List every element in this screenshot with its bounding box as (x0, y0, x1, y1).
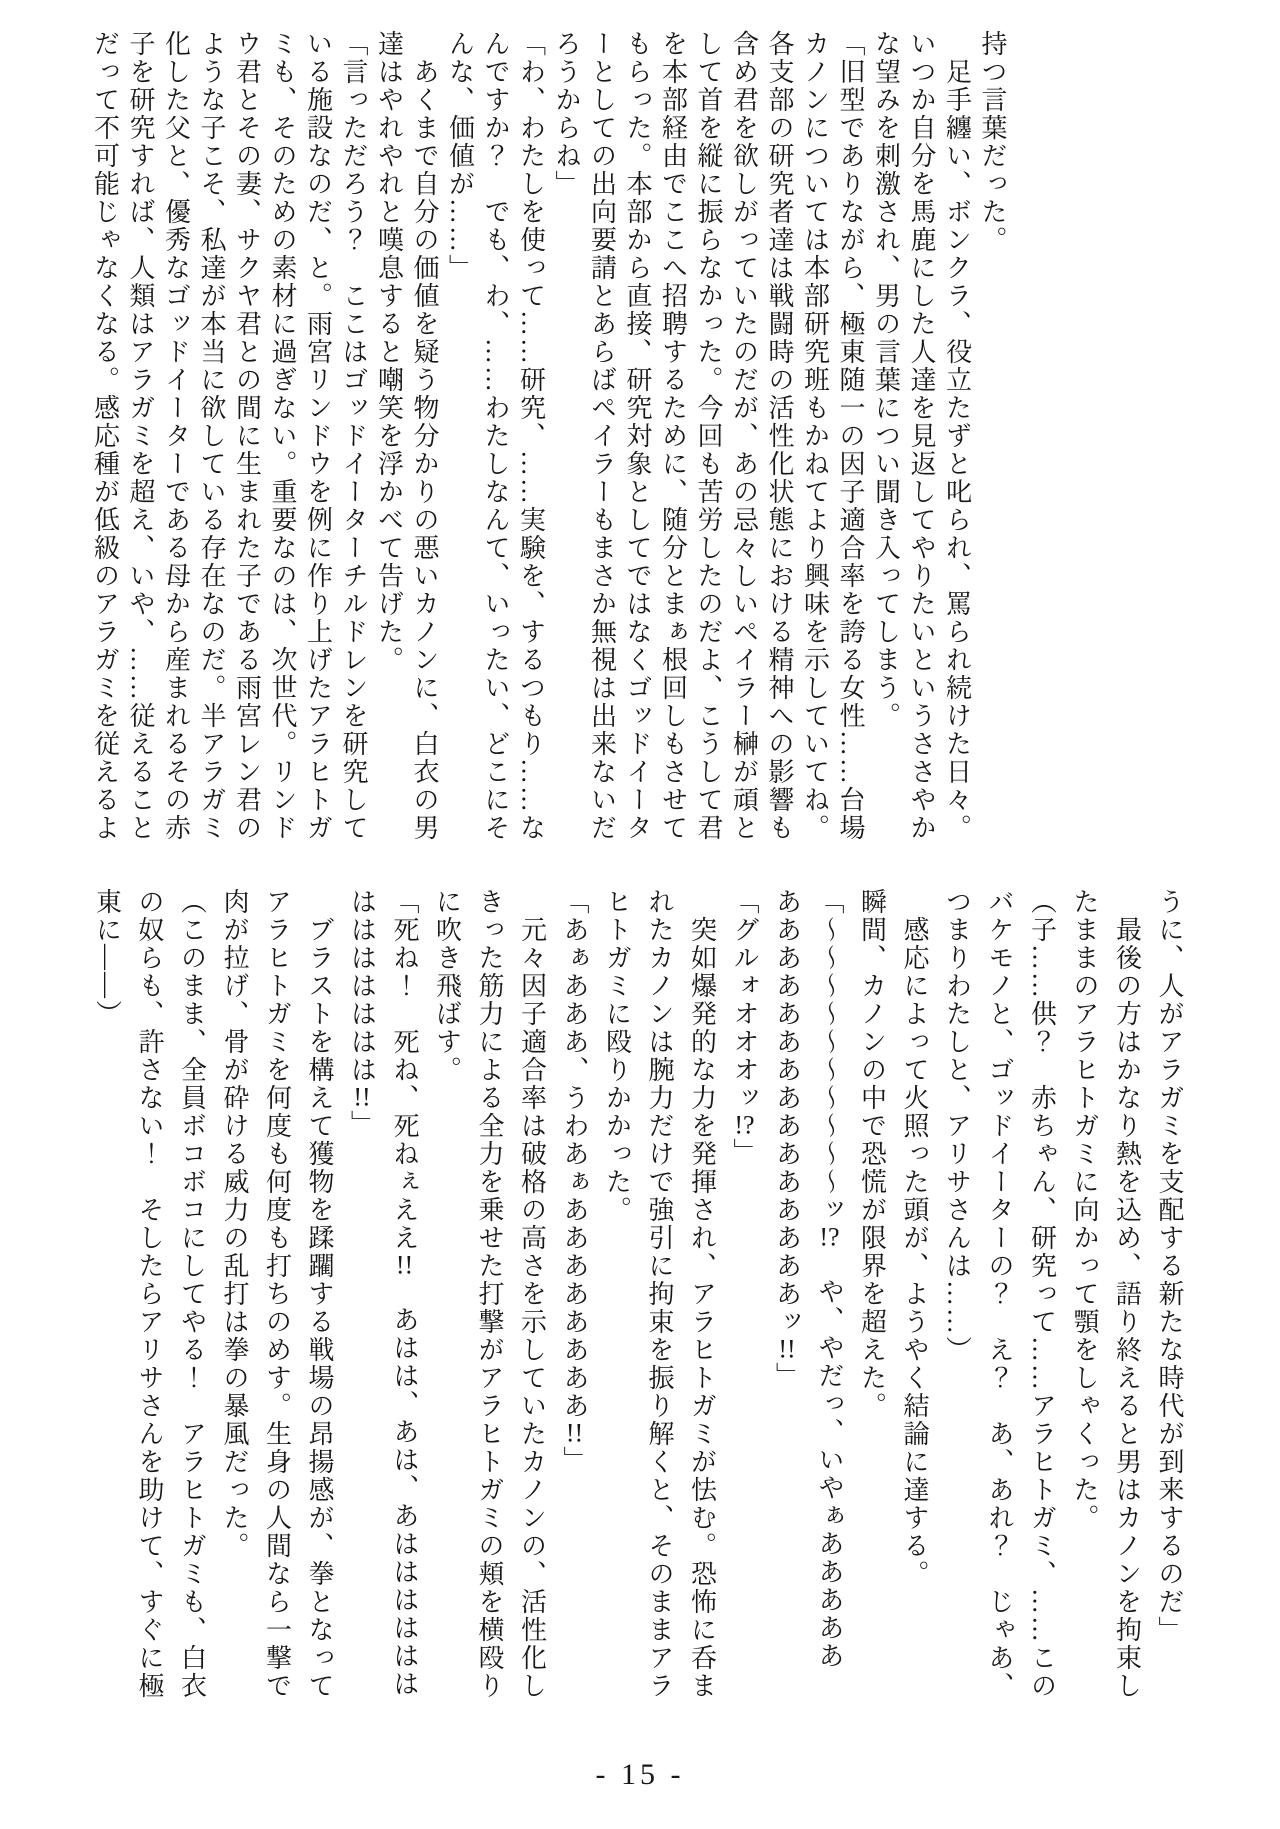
text-line: バケモノと、ゴッドイーターの？ え？ あ、あれ？ じゃあ、 (985, 888, 1014, 1700)
text-line: もらった。本部から直接、研究対象としてではなくゴッドイータ (623, 30, 652, 842)
text-line: 化した父と、優秀なゴッドイーターである母から産まれるその赤 (161, 30, 191, 842)
text-line: 肉が拉げ、骨が砕ける威力の乱打は拳の暴風だった。 (220, 888, 249, 1560)
text-line: 元々因子適合率は破格の高さを示していたカノンの、活性化し (517, 888, 547, 1700)
text-line: きった筋力による全力を乗せた打撃がアラヒトガミの頬を横殴り (475, 888, 504, 1700)
text-line: 子を研究すれば、人類はアラガミを超え、いや、……従えること (126, 30, 155, 842)
text-line: んですか？ でも、わ、……わたしなんて、いったい、どこにそ (481, 30, 510, 842)
text-line: ウ君とその妻、サクヤ君との間に生まれた子である雨宮レン君の (232, 30, 262, 842)
text-line: 「グルォオオオッ!?」 (730, 888, 759, 1166)
top-text-block (87, 30, 1010, 848)
text-line: いつか自分を馬鹿にした人達を見返してやりたいというささやか (907, 30, 936, 842)
text-line: 足手纏い、ボンクラ、役立たずと叱られ、罵られ続けた日々。 (942, 30, 972, 842)
page-number: - 15 - (595, 1758, 685, 1791)
bottom-text-block (85, 888, 1190, 1706)
text-line: つまりわたしと、アリサさんは……） (942, 888, 972, 1364)
text-line: 「死ね！ 死ね、死ねぇええ!! あはは、あは、あはははははは (390, 888, 419, 1698)
text-line: な望みを刺激され、男の言葉につい聞き入ってしまう。 (871, 30, 901, 730)
text-line: の奴らも、許さない！ そしたらアリサさんを助けて、すぐに極 (135, 888, 164, 1700)
text-line: カノンについては本部研究班もかねてより興味を示していてね。 (800, 30, 830, 842)
text-line: いる施設なのだ、と。雨宮リンドウを例に作り上げたアラヒトガ (303, 30, 333, 842)
text-line: 持つ言葉だった。 (978, 30, 1007, 254)
text-line: （このまま、全員ボコボコにしてやる！ アラヒトガミも、白衣 (177, 888, 207, 1700)
text-line: 瞬間、カノンの中で恐慌が限界を超えた。 (857, 888, 887, 1420)
text-line: 最後の方はかなり熱を込め、語り終えると男はカノンを拘束し (1112, 888, 1142, 1700)
text-line: ーとしての出向要請とあらばペイラーもまさか無視は出来ないだ (587, 30, 617, 842)
text-line: だって不可能じゃなくなる。感応種が低級のアラガミを従えるよ (90, 30, 120, 842)
text-line: 達はやれやれと嘆息すると嘲笑を浮かべて告げた。 (374, 30, 404, 674)
text-line: あああああああああああああああッ!!」 (772, 888, 802, 1390)
text-line: ような子こそ、私達が本当に欲している存在なのだ。半アラガミ (197, 30, 226, 842)
text-line: に吹き飛ばす。 (432, 888, 462, 1084)
text-line: ミも、そのための素材に過ぎない。重要なのは、次世代。リンド (268, 30, 297, 842)
text-line: 「〜〜〜〜〜〜〜〜〜〜ッ!? や、やだっ、いやぁあああああ (815, 888, 844, 1670)
text-line: 「旧型でありながら、極東随一の因子適合率を誇る女性……台場 (836, 30, 865, 842)
text-line: れたカノンは腕力だけで強引に拘束を振り解くと、そのままアラ (645, 888, 674, 1700)
text-line: 突如爆発的な力を発揮され、アラヒトガミが怯む。恐怖に呑ま (687, 888, 717, 1700)
text-line: うに、人がアラガミを支配する新たな時代が到来するのだ」 (1155, 888, 1184, 1644)
text-line: ヒトガミに殴りかかった。 (602, 888, 632, 1224)
text-line: 各支部の研究者達は戦闘時の活性化状態における精神への影響も (765, 30, 794, 842)
text-line: あくまで自分の価値を疑う物分かりの悪いカノンに、白衣の男 (410, 30, 439, 842)
text-line: 含め君を欲しがっていたのだが、あの忌々しいペイラー榊が頑と (729, 30, 759, 842)
text-line: アラヒトガミを何度も何度も打ちのめす。生身の人間なら一撃で (262, 888, 292, 1700)
text-line: たままのアラヒトガミに向かって顎をしゃくった。 (1070, 888, 1099, 1532)
text-line: ブラストを構えて獲物を蹂躙する戦場の昂揚感が、拳となって (305, 888, 334, 1700)
text-line: して首を縦に振らなかった。今回も苦労したのだよ、こうして君 (694, 30, 723, 842)
text-line: 東に――） (92, 888, 122, 1028)
text-line: んな、価値が……」 (445, 30, 475, 282)
text-line: 「あぁあああ、うわあぁああああああああ!!」 (560, 888, 589, 1474)
text-line: 感応によって火照った頭が、ようやく結論に達する。 (900, 888, 929, 1588)
text-line: （子……供？ 赤ちゃん、研究って……アラヒトガミ、……この (1027, 888, 1057, 1700)
text-line: 「わ、わたしを使って……研究、……実験を、するつもり……な (516, 30, 546, 842)
text-line: ろうからね」 (552, 30, 581, 198)
text-line: を本部経由でここへ招聘するために、随分とまぁ根回しもさせて (658, 30, 688, 842)
text-line: 「言っただろう？ ここはゴッドイーターチルドレンを研究して (339, 30, 368, 842)
text-line: ははははははは!!」 (347, 888, 377, 1138)
